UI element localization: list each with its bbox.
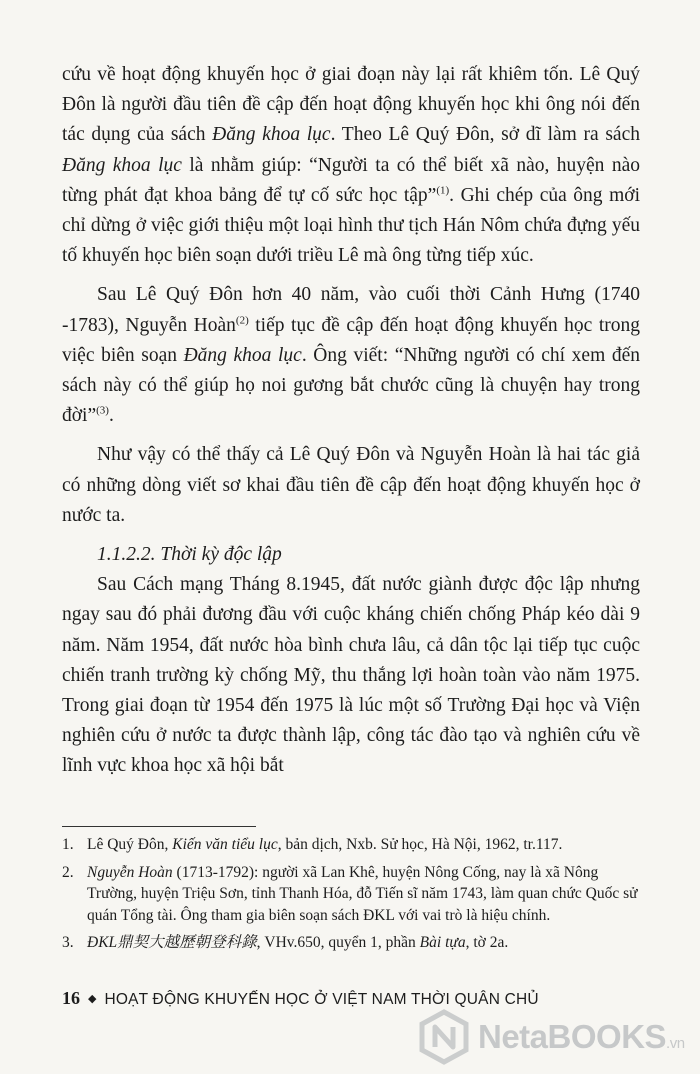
text-run: . Theo Lê Quý Đôn, sở dĩ làm ra sách bbox=[330, 124, 640, 146]
text-run: , VHv.650, quyển 1, phần bbox=[256, 934, 420, 951]
paragraph-4: Sau Cách mạng Tháng 8.1945, đất nước giành được độc lập nhưng ngay sau đó phải đương đầu với cuộc kháng chiến chống Pháp kéo dài 9 năm. Năm 1954, đất nước hòa bình chưa lâu, cả dân tộc lại tiếp tục cuộc chiến tranh trường kỳ chống Mỹ, thu thắng lợi hoàn toàn vào năm 1975. Trong giai đoạn từ 1954 đến 1975 là lúc một số Trường Đại học và Viện nghiên cứu ở nước ta được thành lập, công tác đào tạo và nghiên cứu về lĩnh vực khoa học xã hội bắt bbox=[62, 574, 640, 777]
text-run: . bbox=[108, 405, 114, 427]
footnote-1 bbox=[62, 834, 642, 856]
page-number: 16 bbox=[62, 988, 80, 1008]
footnote-text bbox=[87, 932, 642, 954]
netabooks-logo-icon bbox=[418, 1009, 470, 1065]
text-run: . Ghi chép của ông mới chỉ dừng ở việc giới thiệu một loại hình thư tịch Hán Nôm chứa đựng yếu tố khuyến học biên soạn dưới triều Lê mà ông từng tiếp xúc. bbox=[62, 184, 640, 267]
section-title: Bài tựa bbox=[419, 934, 466, 951]
text-run: tiếp tục đề cập đến hoạt động khuyến học trong việc biên soạn bbox=[62, 314, 640, 366]
book-title: Kiến văn tiểu lục bbox=[172, 836, 278, 853]
footnote-number: 3. bbox=[62, 934, 74, 951]
paragraph-1 bbox=[62, 60, 640, 271]
text-run: là nhằm giúp: “Người ta có thể biết xã nào, huyện nào từng phát đạt khoa bảng để tự cố sức học tập” bbox=[62, 154, 640, 206]
book-title: Đăng khoa lục bbox=[62, 154, 182, 176]
footnote-text bbox=[87, 862, 642, 927]
watermark bbox=[418, 1004, 694, 1070]
footnote-3 bbox=[62, 932, 642, 954]
text-run: , tờ 2a. bbox=[465, 934, 509, 951]
paragraph-3: Như vậy có thể thấy cả Lê Quý Đôn và Nguyễn Hoàn là hai tác giả có những dòng viết sơ khai đầu tiên đề cập đến hoạt động khuyến học ở nước ta. bbox=[62, 444, 640, 526]
watermark-suffix: .vn bbox=[666, 1035, 685, 1052]
text-run: Lê Quý Đôn, bbox=[87, 836, 173, 853]
text-run: Sau Lê Quý Đôn hơn 40 năm, vào cuối thời Cảnh Hưng (1740 -1783), Nguyễn Hoàn bbox=[62, 284, 640, 336]
footnote-divider bbox=[62, 826, 256, 827]
diamond-icon: ◆ bbox=[88, 993, 97, 1005]
person-name: Nguyễn Hoàn bbox=[87, 863, 173, 881]
watermark-brand: NetaBOOKS bbox=[478, 1018, 667, 1055]
footnote-2 bbox=[62, 862, 642, 927]
watermark-text bbox=[478, 1018, 685, 1056]
book-title: Đăng khoa lục bbox=[212, 124, 331, 146]
book-title: Đăng khoa lục bbox=[183, 344, 302, 366]
text-run: (1713-1792): người xã Lan Khê, huyện Nông Cống, nay là xã Nông Trường, huyện Triệu Sơn, tỉnh Thanh Hóa, đỗ Tiến sĩ năm 1743, làm quan chức Quốc sử quán Tổng tài. Ông tham gia biên soạn sách ĐKL với vai trò là hiệu chính. bbox=[87, 863, 638, 924]
source-title: ĐKL鼎契大越歷朝登科錄 bbox=[87, 934, 257, 951]
section-heading: 1.1.2.2. Thời kỳ độc lập bbox=[97, 544, 282, 566]
footnote-number: 1. bbox=[62, 836, 74, 853]
text-run: . Ông viết: “Những người có chí xem đến sách này có thể giúp họ noi gương bắt chước cũng là chuyện hay trong đời” bbox=[62, 344, 640, 427]
running-title: HOẠT ĐỘNG KHUYẾN HỌC Ở VIỆT NAM THỜI QUÂN CHỦ bbox=[104, 991, 539, 1008]
footnotes bbox=[62, 834, 642, 960]
paragraph-2 bbox=[62, 280, 640, 431]
body-text bbox=[62, 60, 640, 782]
footnote-number: 2. bbox=[62, 863, 74, 881]
text-run: cứu về hoạt động khuyến học ở giai đoạn này lại rất khiêm tốn. Lê Quý Đôn là người đầu tiên đề cập đến hoạt động khuyến học khi ông nói đến tác dụng của sách bbox=[62, 64, 640, 146]
footnote-text bbox=[87, 834, 642, 856]
footnote-ref[interactable]: (1) bbox=[436, 184, 450, 197]
footnote-ref[interactable]: (2) bbox=[235, 314, 249, 327]
footnote-ref[interactable]: (3) bbox=[96, 404, 109, 417]
text-run: , bản dịch, Nxb. Sử học, Hà Nội, 1962, tr.117. bbox=[277, 836, 563, 853]
